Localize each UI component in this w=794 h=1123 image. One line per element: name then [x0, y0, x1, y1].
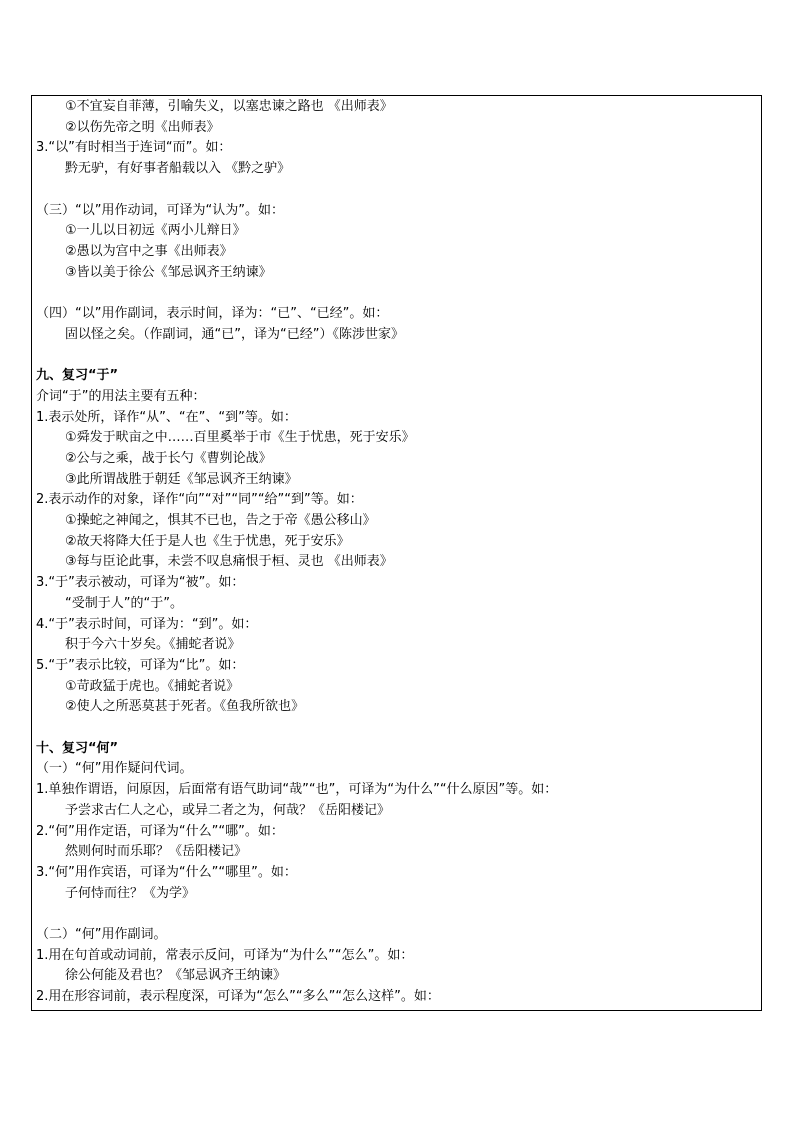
example-line: ②公与之乘，战于长勺《曹刿论战》 [65, 450, 272, 466]
text-line: 2.表示动作的对象，译作“向”“对”“同”“给”“到”等。如： [36, 492, 363, 508]
example-line: ①一儿以日初远《两小儿辩日》 [65, 223, 246, 239]
text-line: （二）“何”用作副词。 [36, 927, 167, 942]
text-line: 介词“于”的用法主要有五种： [36, 388, 206, 404]
example-line: 然则何时而乐耶？《岳阳楼记》 [65, 844, 248, 860]
example-line: 徐公何能及君也？《邹忌讽齐王纳谏》 [65, 968, 287, 984]
example-line: ①操蛇之神闻之，惧其不已也，告之于帝《愚公移山》 [65, 513, 376, 528]
text-line: （三）“以”用作动词，可译为“认为”。如： [36, 202, 284, 218]
text-line: 1.表示处所，译作“从”、“在”、“到”等。如： [36, 409, 297, 425]
example-line: 予尝求古仁人之心，或异二者之为，何哉？《岳阳楼记》 [65, 802, 391, 818]
example-line: ①不宜妄自菲薄，引喻失义，以塞忠谏之路也 《出师表》 [65, 99, 393, 114]
section-heading: 九、复习“于” [36, 368, 119, 384]
example-line: 积于今六十岁矣。《捕蛇者说》 [65, 637, 241, 653]
text-line: 3.“何”用作宾语，可译为“什么”“哪里”。如： [36, 864, 297, 880]
text-line: 3.“于”表示被动，可译为“被”。如： [36, 575, 245, 591]
example-line: ②故天将降大任于是人也《生于忧患，死于安乐》 [65, 533, 350, 549]
content-frame [31, 95, 762, 1011]
example-line: ③每与臣论此事，未尝不叹息痛恨于桓、灵也 《出师表》 [65, 554, 393, 570]
text-line: 5.“于”表示比较，可译为“比”。如： [36, 657, 245, 673]
example-line: 子何恃而往？《为学》 [65, 885, 196, 901]
text-line: 2.“何”用作定语，可译为“什么”“哪”。如： [36, 823, 284, 839]
text-line: （一）“何”用作疑问代词。 [36, 761, 193, 777]
text-line: 1.单独作谓语，问原因，后面常有语气助词“哉”“也”，可译为“为什么”“什么原因”等。如： [36, 782, 558, 798]
example-line: ②愚以为宫中之事《出师表》 [65, 243, 233, 259]
text-line: 1.用在句首或动词前，常表示反问，可译为“为什么”“怎么”。如： [36, 947, 414, 963]
example-line: ①苛政猛于虎也。《捕蛇者说》 [65, 678, 240, 694]
section-heading: 十、复习“何” [36, 740, 119, 756]
example-line: ③此所谓战胜于朝廷《邹忌讽齐王纳谏》 [65, 471, 298, 487]
example-line: “受制于人”的“于”。 [65, 595, 183, 611]
text-line: 4.“于”表示时间，可译为：“到”。如： [36, 616, 258, 632]
example-line: ①舜发于畎亩之中……百里奚举于市《生于忧患，死于安乐》 [65, 430, 415, 446]
example-line: ②以伤先帝之明《出师表》 [65, 119, 220, 135]
text-line: 2.用在形容词前，表示程度深，可译为“怎么”“多么”“怎么这样”。如： [36, 989, 440, 1005]
text-line: （四）“以”用作副词，表示时间，译为：“已”、“已经”。如： [36, 306, 389, 321]
example-line: ②使人之所恶莫甚于死者。《鱼我所欲也》 [65, 699, 305, 715]
example-line: 固以怪之矣。（作副词，通“已”，译为“已经”）《陈涉世家》 [65, 326, 404, 342]
example-line: 黔无驴，有好事者船载以入 《黔之驴》 [65, 161, 291, 177]
text-line: 3.“以”有时相当于连词“而”。如： [36, 140, 232, 156]
example-line: ③皆以美于徐公《邹忌讽齐王纳谏》 [65, 264, 272, 280]
